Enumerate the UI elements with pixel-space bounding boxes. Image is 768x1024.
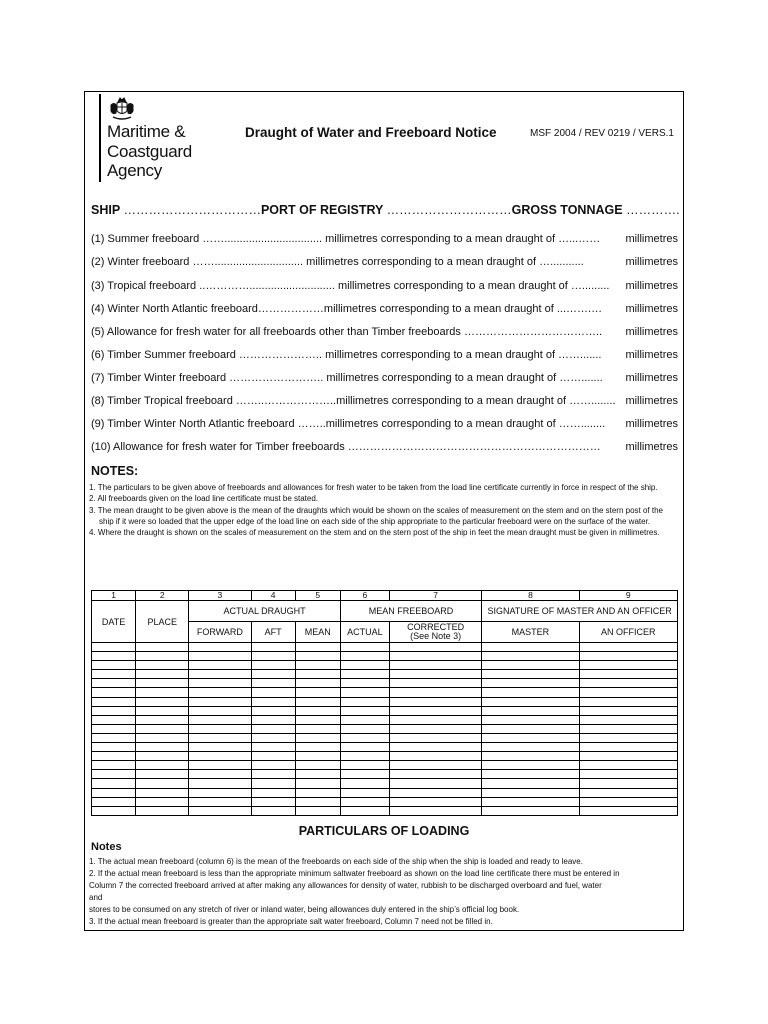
table-cell[interactable]	[482, 679, 579, 688]
freeboard-row[interactable]	[91, 256, 678, 268]
table-cell[interactable]	[389, 788, 481, 797]
table-cell[interactable]	[251, 761, 295, 770]
agency-name-line: Agency	[107, 161, 162, 180]
table-cell[interactable]	[189, 715, 251, 724]
tonnage-blank: ………….	[626, 203, 680, 217]
table-cell[interactable]	[136, 688, 189, 697]
table-cell[interactable]	[482, 652, 579, 661]
table-cell[interactable]	[579, 715, 677, 724]
table-cell[interactable]	[389, 643, 481, 652]
table-cell[interactable]	[189, 752, 251, 761]
table-cell[interactable]	[92, 697, 136, 706]
table-cell[interactable]	[579, 679, 677, 688]
table-row	[92, 661, 678, 670]
table-cell[interactable]	[340, 743, 389, 752]
loading-note-line: and	[89, 893, 103, 902]
table-cell[interactable]	[482, 797, 579, 806]
table-row	[92, 752, 678, 761]
table-cell[interactable]	[251, 697, 295, 706]
table-cell[interactable]	[295, 697, 340, 706]
table-cell[interactable]	[189, 688, 251, 697]
table-cell[interactable]	[340, 643, 389, 652]
table-cell[interactable]	[295, 806, 340, 815]
table-cell[interactable]	[189, 661, 251, 670]
table-cell[interactable]	[251, 733, 295, 742]
table-cell[interactable]	[579, 661, 677, 670]
table-cell[interactable]	[482, 779, 579, 788]
column-number: 8	[482, 591, 579, 601]
agency-name-line: Maritime &	[107, 122, 186, 141]
table-row	[92, 724, 678, 733]
table-cell[interactable]	[482, 715, 579, 724]
table-cell[interactable]	[92, 643, 136, 652]
corrected-header	[389, 622, 481, 643]
table-cell[interactable]	[579, 788, 677, 797]
freeboard-row[interactable]	[91, 280, 678, 292]
table-cell[interactable]	[295, 761, 340, 770]
master-header: MASTER	[482, 622, 579, 643]
freeboard-row-unit: millimetres	[625, 326, 678, 338]
table-cell[interactable]	[389, 761, 481, 770]
table-cell[interactable]	[251, 806, 295, 815]
table-cell[interactable]	[579, 670, 677, 679]
table-row	[92, 715, 678, 724]
table-cell[interactable]	[482, 661, 579, 670]
table-row	[92, 688, 678, 697]
mean-freeboard-header: MEAN FREEBOARD	[340, 601, 481, 622]
actual-draught-header: ACTUAL DRAUGHT	[189, 601, 340, 622]
table-cell[interactable]	[251, 643, 295, 652]
table-cell[interactable]	[189, 779, 251, 788]
port-field[interactable]	[261, 203, 512, 217]
table-cell[interactable]	[189, 797, 251, 806]
table-cell[interactable]	[92, 733, 136, 742]
mean-header: MEAN	[295, 622, 340, 643]
table-cell[interactable]	[92, 788, 136, 797]
loading-note-line: 1. The actual mean freeboard (column 6) is the mean of the freeboards on each side of the ship when the ship is loaded and ready to leave.	[89, 857, 583, 866]
freeboard-row-text: (8) Timber Tropical freeboard ……..………………..millimetres corresponding to a mean draught of ……........	[91, 395, 616, 407]
table-row	[92, 806, 678, 815]
table-cell[interactable]	[92, 679, 136, 688]
table-cell[interactable]	[389, 706, 481, 715]
table-cell[interactable]	[189, 697, 251, 706]
table-cell[interactable]	[189, 770, 251, 779]
freeboard-row[interactable]	[91, 441, 678, 453]
table-cell[interactable]	[136, 661, 189, 670]
forward-header: FORWARD	[189, 622, 251, 643]
loading-note-line: Column 7 the corrected freeboard arrived at after making any allowances for density of water, rubbish to be discharged overboard and fuel, water	[89, 881, 602, 890]
freeboard-row-unit: millimetres	[625, 303, 678, 315]
header-row	[92, 601, 678, 622]
table-cell[interactable]	[295, 715, 340, 724]
freeboard-row-unit: millimetres	[625, 233, 678, 245]
table-cell[interactable]	[92, 797, 136, 806]
table-cell[interactable]	[92, 670, 136, 679]
note-item: 3. The mean draught to be given above is the mean of the draughts which would be shown on the scales of measurement on the stem and on the stern post of the ship if it were so loaded that the upper edge of the load line on each side of the ship appropriate to the particular freeboard were on the surface of the water.	[89, 505, 663, 526]
table-cell[interactable]	[251, 670, 295, 679]
table-row	[92, 706, 678, 715]
column-number: 2	[136, 591, 189, 601]
table-cell[interactable]	[389, 688, 481, 697]
table-cell[interactable]	[579, 797, 677, 806]
note-item: 1. The particulars to be given above of freeboards and allowances for fresh water to be taken from the load line certificate currently in force in respect of the ship.	[89, 483, 658, 492]
freeboard-row[interactable]	[91, 326, 678, 338]
table-cell[interactable]	[295, 788, 340, 797]
actual-header: ACTUAL	[340, 622, 389, 643]
table-cell[interactable]	[389, 679, 481, 688]
document-title: Draught of Water and Freeboard Notice	[245, 125, 497, 140]
loading-notes-heading: Notes	[91, 841, 122, 853]
table-cell[interactable]	[340, 697, 389, 706]
table-cell[interactable]	[482, 806, 579, 815]
table-cell[interactable]	[136, 706, 189, 715]
table-cell[interactable]	[340, 679, 389, 688]
table-cell[interactable]	[136, 788, 189, 797]
table-cell[interactable]	[482, 788, 579, 797]
table-cell[interactable]	[92, 770, 136, 779]
loading-note-line: 2. If the actual mean freeboard is less than the appropriate minimum saltwater freeboard as shown on the load line certificate there must be entered in	[89, 869, 620, 878]
table-cell[interactable]	[482, 761, 579, 770]
agency-name-line: Coastguard	[107, 141, 192, 161]
column-number: 7	[389, 591, 481, 601]
table-cell[interactable]	[579, 752, 677, 761]
agency-logo	[99, 94, 209, 186]
table-row	[92, 797, 678, 806]
column-number: 6	[340, 591, 389, 601]
table-cell[interactable]	[295, 797, 340, 806]
freeboard-row[interactable]	[91, 349, 678, 361]
table-cell[interactable]	[251, 652, 295, 661]
table-cell[interactable]	[340, 797, 389, 806]
table-row	[92, 761, 678, 770]
table-cell[interactable]	[136, 761, 189, 770]
draught-log-table	[91, 590, 678, 816]
table-cell[interactable]	[136, 724, 189, 733]
table-cell[interactable]	[92, 806, 136, 815]
table-cell[interactable]	[136, 697, 189, 706]
corrected-label: CORRECTED	[407, 622, 465, 632]
table-cell[interactable]	[295, 643, 340, 652]
table-row	[92, 743, 678, 752]
blank-rows	[92, 643, 678, 816]
table-cell[interactable]	[189, 788, 251, 797]
table-cell[interactable]	[251, 743, 295, 752]
table-cell[interactable]	[136, 679, 189, 688]
table-cell[interactable]	[389, 670, 481, 679]
table-cell[interactable]	[389, 697, 481, 706]
freeboard-row-unit: millimetres	[625, 441, 678, 453]
loading-note-line: stores to be consumed on any stretch of river or inland water, being allowances duly entered in the ship’s official log book.	[89, 905, 520, 914]
table-cell[interactable]	[251, 706, 295, 715]
table-cell[interactable]	[389, 797, 481, 806]
form-code: MSF 2004 / REV 0219 / VERS.1	[530, 128, 674, 139]
table-cell[interactable]	[189, 643, 251, 652]
table-cell[interactable]	[92, 715, 136, 724]
table-row	[92, 652, 678, 661]
tonnage-field[interactable]	[512, 203, 680, 217]
table-cell[interactable]	[389, 770, 481, 779]
freeboard-row[interactable]	[91, 303, 678, 315]
table-cell[interactable]	[189, 679, 251, 688]
table-cell[interactable]	[251, 724, 295, 733]
port-blank: …………………………	[386, 203, 512, 217]
freeboard-row-unit: millimetres	[625, 280, 678, 292]
table-cell[interactable]	[340, 688, 389, 697]
freeboard-row[interactable]	[91, 372, 678, 384]
table-row	[92, 770, 678, 779]
table-cell[interactable]	[251, 797, 295, 806]
freeboard-row[interactable]	[91, 233, 678, 245]
column-number: 9	[579, 591, 677, 601]
freeboard-row-text: (7) Timber Winter freeboard …………………….. millimetres corresponding to a mean draught of …….......	[91, 372, 603, 384]
table-cell[interactable]	[295, 752, 340, 761]
aft-header: AFT	[251, 622, 295, 643]
table-cell[interactable]	[482, 670, 579, 679]
table-cell[interactable]	[340, 752, 389, 761]
table-cell[interactable]	[251, 788, 295, 797]
table-cell[interactable]	[92, 688, 136, 697]
freeboard-row-text: (10) Allowance for fresh water for Timber freeboards ……………………………………………………………	[91, 441, 601, 453]
table-cell[interactable]	[389, 724, 481, 733]
table-row	[92, 670, 678, 679]
table-cell[interactable]	[340, 770, 389, 779]
table-cell[interactable]	[295, 679, 340, 688]
table-cell[interactable]	[295, 706, 340, 715]
table-cell[interactable]	[482, 706, 579, 715]
freeboard-row[interactable]	[91, 418, 678, 430]
table-cell[interactable]	[136, 643, 189, 652]
table-cell[interactable]	[340, 706, 389, 715]
table-cell[interactable]	[251, 661, 295, 670]
freeboard-row-text: (2) Winter freeboard ……............................. millimetres corresponding to a mean draught of …...........	[91, 256, 584, 268]
agency-name	[107, 122, 192, 181]
table-cell[interactable]	[136, 797, 189, 806]
column-number-row	[92, 591, 678, 601]
table-cell[interactable]	[340, 670, 389, 679]
table-cell[interactable]	[482, 697, 579, 706]
column-number: 4	[251, 591, 295, 601]
table-cell[interactable]	[251, 752, 295, 761]
table-cell[interactable]	[389, 652, 481, 661]
table-cell[interactable]	[579, 706, 677, 715]
place-header: PLACE	[136, 601, 189, 643]
signature-header: SIGNATURE OF MASTER AND AN OFFICER	[482, 601, 678, 622]
table-cell[interactable]	[251, 715, 295, 724]
freeboard-row-unit: millimetres	[625, 418, 678, 430]
table-cell[interactable]	[579, 697, 677, 706]
table-cell[interactable]	[136, 652, 189, 661]
table-cell[interactable]	[579, 806, 677, 815]
table-row	[92, 788, 678, 797]
freeboard-row-unit: millimetres	[625, 256, 678, 268]
table-cell[interactable]	[389, 661, 481, 670]
table-cell[interactable]	[92, 652, 136, 661]
ship-field[interactable]	[91, 203, 261, 217]
table-cell[interactable]	[295, 670, 340, 679]
table-cell[interactable]	[340, 806, 389, 815]
particulars-of-loading-title: PARTICULARS OF LOADING	[298, 824, 470, 838]
notes-heading: NOTES:	[91, 464, 139, 478]
column-number: 5	[295, 591, 340, 601]
table-cell[interactable]	[389, 752, 481, 761]
table-cell[interactable]	[340, 761, 389, 770]
table-cell[interactable]	[295, 688, 340, 697]
freeboard-row-text: (6) Timber Summer freeboard ………………….. millimetres corresponding to a mean draught of …….......	[91, 349, 602, 361]
table-cell[interactable]	[579, 733, 677, 742]
ship-details-line	[91, 203, 678, 217]
port-label: PORT OF REGISTRY	[260, 203, 384, 217]
ship-blank: ……………………………	[123, 203, 261, 217]
table-cell[interactable]	[251, 770, 295, 779]
table-cell[interactable]	[579, 770, 677, 779]
table-row	[92, 679, 678, 688]
table-cell[interactable]	[295, 661, 340, 670]
table-cell[interactable]	[340, 652, 389, 661]
table-cell[interactable]	[482, 688, 579, 697]
table-cell[interactable]	[579, 743, 677, 752]
table-cell[interactable]	[136, 715, 189, 724]
note-item: 4. Where the draught is shown on the scales of measurement on the stem and on the stern post of the ship in feet the mean draught must be given in millimetres.	[89, 528, 660, 538]
table-cell[interactable]	[251, 779, 295, 788]
table-cell[interactable]	[251, 679, 295, 688]
table-cell[interactable]	[579, 652, 677, 661]
freeboard-row-text: (4) Winter North Atlantic freeboard………………millimetres corresponding to a mean draught of ...…….…	[91, 303, 603, 315]
table-cell[interactable]	[482, 643, 579, 652]
logo-divider	[99, 94, 101, 182]
freeboard-row[interactable]	[91, 395, 678, 407]
table-cell[interactable]	[189, 733, 251, 742]
royal-crest-icon	[108, 96, 136, 122]
ship-label: SHIP	[91, 203, 120, 217]
table-cell[interactable]	[295, 743, 340, 752]
table-cell[interactable]	[579, 688, 677, 697]
table-cell[interactable]	[136, 733, 189, 742]
table-cell[interactable]	[92, 779, 136, 788]
freeboard-row-unit: millimetres	[625, 372, 678, 384]
table-cell[interactable]	[136, 779, 189, 788]
table-cell[interactable]	[579, 724, 677, 733]
officer-header: AN OFFICER	[579, 622, 677, 643]
tonnage-label: GROSS TONNAGE	[511, 203, 623, 217]
table-cell[interactable]	[189, 652, 251, 661]
column-number: 3	[189, 591, 251, 601]
note-item: 2. All freeboards given on the load line certificate must be stated.	[89, 494, 319, 504]
table-cell[interactable]	[136, 670, 189, 679]
freeboard-row-text: (1) Summer freeboard ……................................ millimetres corresponding to a mean draught of …...……	[91, 233, 601, 245]
table-cell[interactable]	[136, 770, 189, 779]
loading-notes	[89, 856, 679, 928]
table-cell[interactable]	[189, 743, 251, 752]
table-cell[interactable]	[482, 743, 579, 752]
table-cell[interactable]	[482, 733, 579, 742]
freeboard-row-unit: millimetres	[625, 349, 678, 361]
table-cell[interactable]	[340, 733, 389, 742]
loading-note-line: 3. If the actual mean freeboard is greater than the appropriate salt water freeboard, Column 7 need not be filled in.	[89, 917, 493, 926]
table-cell[interactable]	[340, 715, 389, 724]
table-cell[interactable]	[92, 752, 136, 761]
table-cell[interactable]	[295, 770, 340, 779]
table-cell[interactable]	[189, 806, 251, 815]
date-header: DATE	[92, 601, 136, 643]
table-row	[92, 779, 678, 788]
table-cell[interactable]	[482, 724, 579, 733]
freeboard-row-text: (9) Timber Winter North Atlantic freeboard ……..millimetres corresponding to a mean draught of ……........	[91, 418, 606, 430]
table-cell[interactable]	[579, 779, 677, 788]
table-cell[interactable]	[295, 724, 340, 733]
table-cell[interactable]	[92, 661, 136, 670]
table-cell[interactable]	[389, 733, 481, 742]
freeboard-row-text: (5) Allowance for fresh water for all freeboards other than Timber freeboards ………………………………..	[91, 326, 603, 338]
table-cell[interactable]	[92, 761, 136, 770]
table-cell[interactable]	[340, 779, 389, 788]
table-cell[interactable]	[295, 733, 340, 742]
table-cell[interactable]	[189, 724, 251, 733]
table-cell[interactable]	[579, 643, 677, 652]
table-cell[interactable]	[295, 779, 340, 788]
column-number: 1	[92, 591, 136, 601]
table-cell[interactable]	[482, 770, 579, 779]
table-cell[interactable]	[482, 752, 579, 761]
table-cell[interactable]	[389, 743, 481, 752]
table-cell[interactable]	[189, 670, 251, 679]
table-cell[interactable]	[389, 806, 481, 815]
table-cell[interactable]	[340, 788, 389, 797]
table-row	[92, 643, 678, 652]
table-cell[interactable]	[340, 661, 389, 670]
table-cell[interactable]	[136, 743, 189, 752]
corrected-note: (See Note 3)	[410, 631, 462, 641]
table-cell[interactable]	[340, 724, 389, 733]
freeboard-row-unit: millimetres	[625, 395, 678, 407]
table-row	[92, 697, 678, 706]
table-cell[interactable]	[389, 715, 481, 724]
freeboard-row-text: (3) Tropical freeboard ..…………............................ millimetres corresponding to a mean draught of ….........	[91, 280, 610, 292]
table-cell[interactable]	[92, 743, 136, 752]
table-cell[interactable]	[92, 706, 136, 715]
table-cell[interactable]	[136, 752, 189, 761]
table-cell[interactable]	[389, 779, 481, 788]
table-cell[interactable]	[251, 688, 295, 697]
table-cell[interactable]	[136, 806, 189, 815]
table-row	[92, 733, 678, 742]
table-cell[interactable]	[189, 706, 251, 715]
table-cell[interactable]	[92, 724, 136, 733]
notes-list	[89, 482, 677, 538]
table-cell[interactable]	[579, 761, 677, 770]
table-cell[interactable]	[189, 761, 251, 770]
table-cell[interactable]	[295, 652, 340, 661]
